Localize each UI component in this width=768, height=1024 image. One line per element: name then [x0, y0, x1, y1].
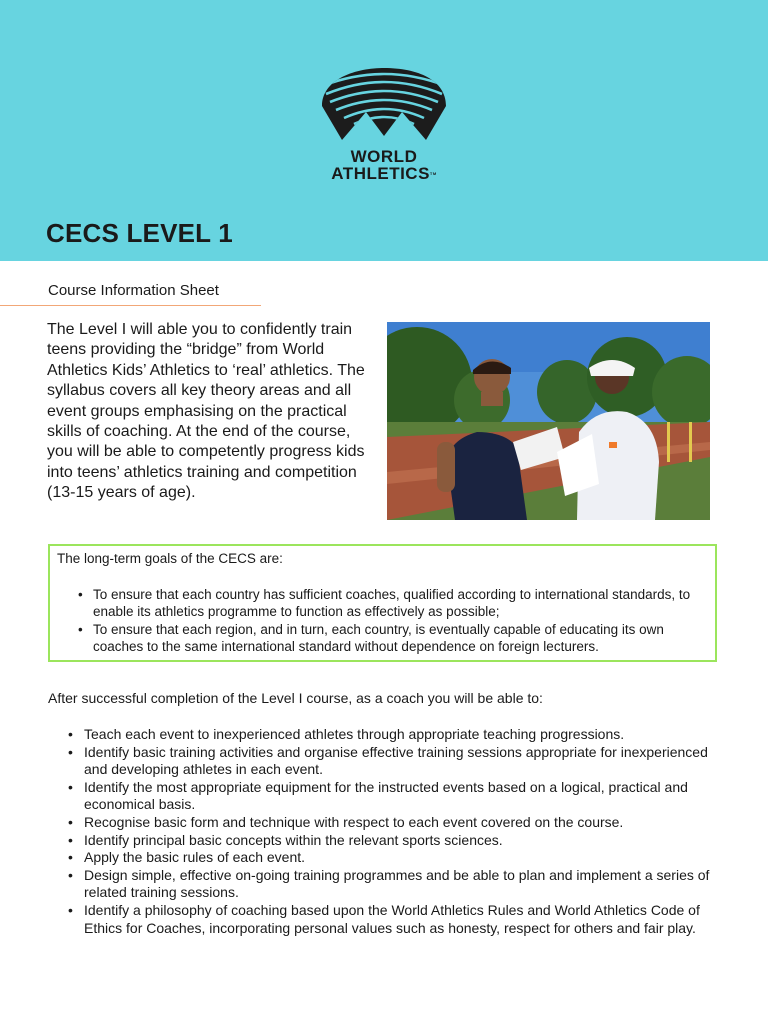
- outcome-item: • Apply the basic rules of each event.: [66, 849, 716, 867]
- page-title: CECS LEVEL 1: [46, 218, 233, 248]
- world-athletics-emblem-icon: [318, 66, 450, 146]
- logo-athletics-text: ATHLETICS: [331, 164, 430, 183]
- logo-trademark: TM: [429, 171, 437, 176]
- logo-line-world: WORLD: [350, 147, 418, 166]
- goals-list: [76, 586, 706, 656]
- outcome-item: • Identify a philosophy of coaching based upon the World Athletics Rules and World Athletics Code of Ethics for Coaches, incorporating personal values such as honesty, respect for others and fair play.: [66, 902, 716, 937]
- outcome-item: • Identify basic training activities and organise effective training sessions appropriate for inexperienced and developing athletes in each event.: [66, 744, 716, 779]
- goal-item: • To ensure that each country has sufficient coaches, qualified according to international standards, to enable its athletics programme to function as effectively as possible;: [76, 586, 706, 620]
- logo-wordmark: [318, 148, 450, 182]
- header-banner: [0, 0, 768, 261]
- outcomes-intro: After successful completion of the Level I course, as a coach you will be able to:: [48, 690, 543, 706]
- outcome-item: • Teach each event to inexperienced athletes through appropriate teaching progressions.: [66, 726, 716, 744]
- intro-paragraph: The Level I will able you to confidently train teens providing the “bridge” from World Athletics Kids’ Athletics to ‘real’ athletics. The syllabus covers all key theory areas and all event groups emphasising on the practical skills of coaching. At the end of the course, you will be able to competently progress kids into teens’ athletics training and competition (13-15 years of age).: [47, 321, 365, 502]
- outcomes-list: [66, 726, 716, 937]
- goals-box: [48, 544, 717, 662]
- coaches-photo: [387, 322, 710, 520]
- logo-line-athletics: [318, 165, 450, 182]
- outcome-item: • Identify principal basic concepts within the relevant sports sciences.: [66, 832, 716, 850]
- goals-heading: The long-term goals of the CECS are:: [57, 551, 283, 566]
- world-athletics-logo: [318, 66, 450, 186]
- section-divider: [0, 305, 261, 306]
- outcome-item: • Design simple, effective on-going training programmes and be able to plan and implement a series of related training sessions.: [66, 867, 716, 902]
- outcome-item: • Recognise basic form and technique with respect to each event covered on the course.: [66, 814, 716, 832]
- photo-coaches-track-icon: [387, 322, 710, 520]
- goal-item: • To ensure that each region, and in turn, each country, is eventually capable of educating its own coaches to the same international standard without dependence on foreign lecturers.: [76, 621, 706, 655]
- outcome-item: • Identify the most appropriate equipment for the instructed events based on a logical, practical and economical basis.: [66, 779, 716, 814]
- section-label: Course Information Sheet: [48, 282, 219, 299]
